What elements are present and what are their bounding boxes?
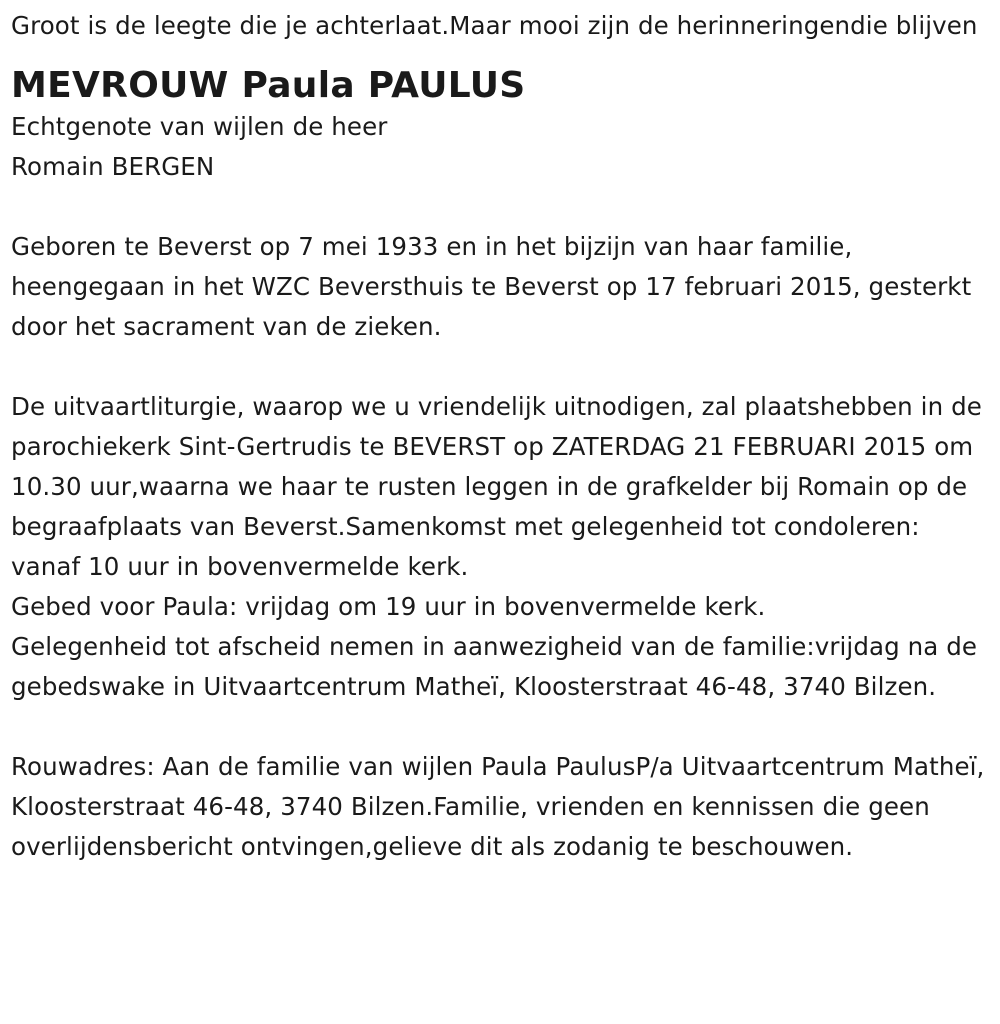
memorial-quote: Groot is de leegte die je achterlaat.Maar mooi zijn de herinneringendie blijven — [11, 11, 978, 40]
spouse-line-1: Echtgenote van wijlen de heer — [11, 112, 388, 141]
deceased-name: MEVROUW Paula PAULUS — [11, 65, 526, 106]
spouse-info — [11, 107, 986, 187]
ceremony-section — [11, 387, 986, 707]
liturgy-paragraph: De uitvaartliturgie, waarop we u vriendelijk uitnodigen, zal plaatshebben in de parochiekerk Sint-Gertrudis te BEVERST op ZATERDAG 21 FEBRUARI 2015 om 10.30 uur,waarna we haar te rusten leggen in de grafkelder bij Romain op de begraafplaats van Beverst.Samenkomst met gelegenheid tot condoleren: vanaf 10 uur in bovenvermelde kerk. — [11, 392, 982, 581]
obituary-document — [11, 6, 986, 867]
birth-death-paragraph: Geboren te Beverst op 7 mei 1933 en in het bijzijn van haar familie, heengegaan in het WZC Beversthuis te Beverst op 17 februari 2015, gesterkt door het sacrament van de zieken. — [11, 232, 972, 341]
farewell-paragraph: Gelegenheid tot afscheid nemen in aanwezigheid van de familie:vrijdag na de gebedswake in Uitvaartcentrum Matheï, Kloosterstraat 46-48, 3740 Bilzen. — [11, 632, 978, 701]
prayer-paragraph: Gebed voor Paula: vrijdag om 19 uur in bovenvermelde kerk. — [11, 592, 766, 621]
spouse-line-2: Romain BERGEN — [11, 152, 215, 181]
mourning-address-paragraph: Rouwadres: Aan de familie van wijlen Paula PaulusP/a Uitvaartcentrum Matheï, Kloosterstraat 46-48, 3740 Bilzen.Familie, vrienden en kennissen die geen overlijdensbericht ontvingen,gelieve dit als zodanig te beschouwen. — [11, 752, 985, 861]
